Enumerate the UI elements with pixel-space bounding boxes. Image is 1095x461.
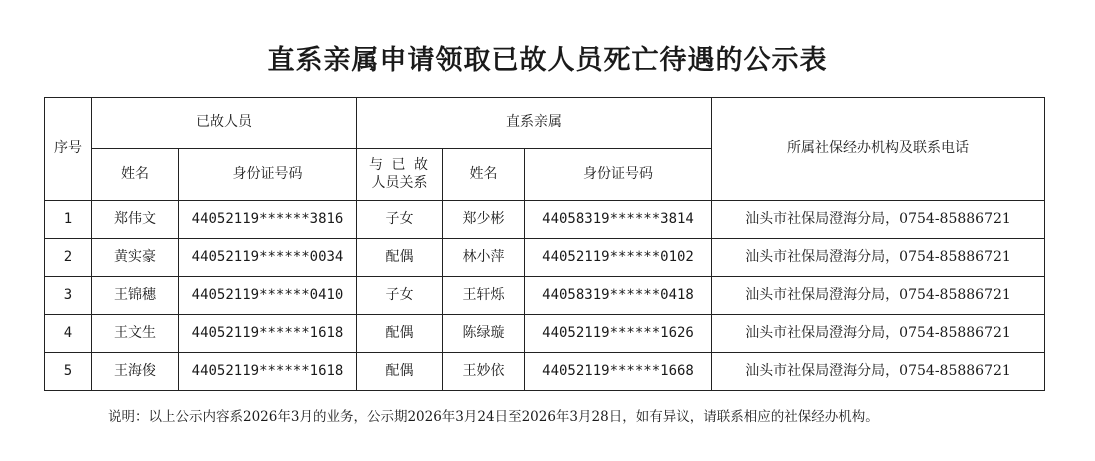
header-agency: 所属社保经办机构及联系电话 — [712, 98, 1045, 201]
page-title: 直系亲属申请领取已故人员死亡待遇的公示表 — [267, 45, 828, 76]
row-deceased-id: 44052119******3816 — [179, 201, 357, 239]
row-deceased-id: 44052119******0034 — [179, 239, 357, 277]
footnote: 说明：以上公示内容系2026年3月的业务，公示期2026年3月24日至2026年3月28日，如有异议，请联系相应的社保经办机构。 — [108, 409, 879, 425]
row-relative-name: 王轩烁 — [443, 277, 525, 315]
row-seq: 1 — [45, 201, 92, 239]
header-relative-group: 直系亲属 — [357, 98, 712, 149]
row-relative-name: 王妙依 — [443, 353, 525, 391]
row-relative-name: 陈绿璇 — [443, 315, 525, 353]
row-deceased-name: 郑伟文 — [92, 201, 179, 239]
row-relative-id: 44058319******0418 — [525, 277, 712, 315]
row-relative-id: 44052119******1626 — [525, 315, 712, 353]
row-relative-id: 44052119******1668 — [525, 353, 712, 391]
row-agency: 汕头市社保局澄海分局，0754-85886721 — [712, 315, 1045, 353]
header-relative-id: 身份证号码 — [525, 149, 712, 201]
row-relative-name: 林小萍 — [443, 239, 525, 277]
table-row — [45, 239, 1045, 277]
row-seq: 3 — [45, 277, 92, 315]
row-seq: 2 — [45, 239, 92, 277]
row-deceased-id: 44052119******1618 — [179, 353, 357, 391]
row-agency: 汕头市社保局澄海分局，0754-85886721 — [712, 239, 1045, 277]
header-deceased-id: 身份证号码 — [179, 149, 357, 201]
row-deceased-name: 王文生 — [92, 315, 179, 353]
row-relative-id: 44052119******0102 — [525, 239, 712, 277]
table-row — [45, 277, 1045, 315]
header-row-group — [45, 98, 1045, 149]
header-relation — [357, 149, 443, 201]
row-relative-name: 郑少彬 — [443, 201, 525, 239]
table-row — [45, 353, 1045, 391]
header-relation-line2: 人员关系 — [371, 174, 428, 191]
row-relation: 子女 — [357, 277, 443, 315]
row-deceased-name: 黄实豪 — [92, 239, 179, 277]
row-relative-id: 44058319******3814 — [525, 201, 712, 239]
header-seq: 序号 — [45, 98, 92, 201]
header-relation-line1: 与 已 故 — [369, 157, 430, 173]
row-agency: 汕头市社保局澄海分局，0754-85886721 — [712, 277, 1045, 315]
table-row — [45, 201, 1045, 239]
row-deceased-id: 44052119******0410 — [179, 277, 357, 315]
row-relation: 配偶 — [357, 315, 443, 353]
row-agency: 汕头市社保局澄海分局，0754-85886721 — [712, 353, 1045, 391]
row-agency: 汕头市社保局澄海分局，0754-85886721 — [712, 201, 1045, 239]
row-deceased-name: 王海俊 — [92, 353, 179, 391]
row-relation: 配偶 — [357, 239, 443, 277]
row-deceased-id: 44052119******1618 — [179, 315, 357, 353]
notice-table — [44, 97, 1045, 391]
header-deceased-group: 已故人员 — [92, 98, 357, 149]
row-relation: 配偶 — [357, 353, 443, 391]
row-seq: 4 — [45, 315, 92, 353]
header-relative-name: 姓名 — [443, 149, 525, 201]
row-deceased-name: 王锦穗 — [92, 277, 179, 315]
row-relation: 子女 — [357, 201, 443, 239]
table-row — [45, 315, 1045, 353]
row-seq: 5 — [45, 353, 92, 391]
header-deceased-name: 姓名 — [92, 149, 179, 201]
